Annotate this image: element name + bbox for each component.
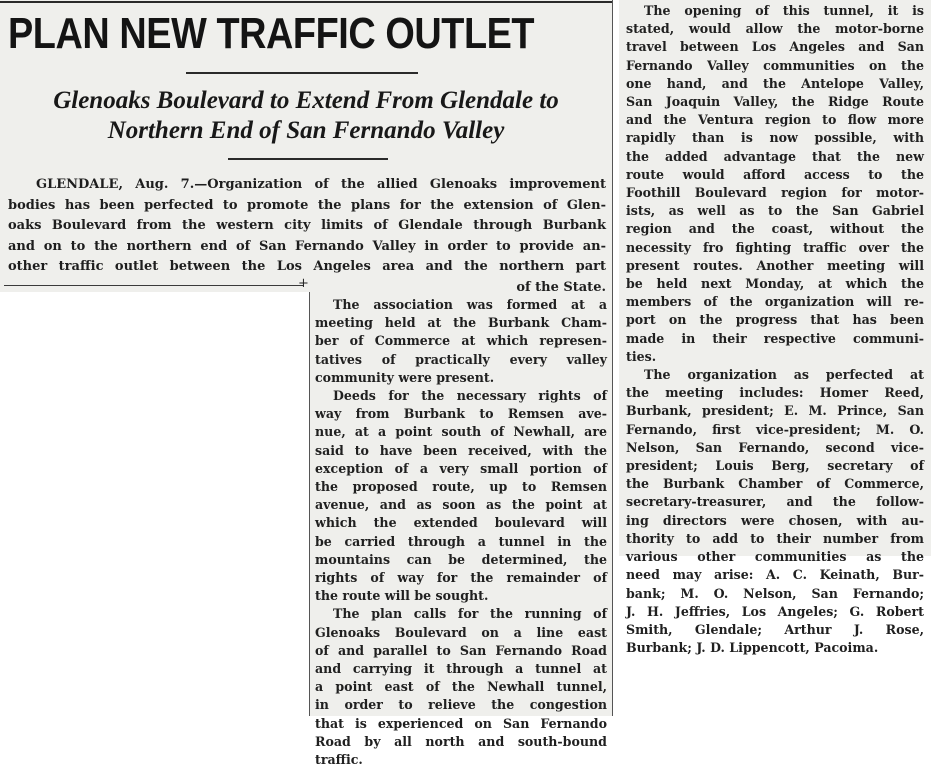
text-line: stated, would allow the motor-borne xyxy=(626,21,924,37)
text-line: in order to relieve the congestion xyxy=(315,697,607,713)
text-line: San Joaquin Valley, the Ridge Route xyxy=(626,94,924,110)
column-divider-right xyxy=(612,0,613,716)
subhead-divider xyxy=(228,158,388,160)
lead-line: GLENDALE, Aug. 7.—Organization of the allied Glenoaks improvement xyxy=(36,177,607,192)
text-line: region and the coast, without the xyxy=(626,221,924,237)
lead-line: bodies has been perfected to promote the plans for the extension of Glen- xyxy=(8,197,606,213)
text-line: route would afford access to the xyxy=(626,166,924,182)
lead-paragraph xyxy=(8,175,606,292)
lead-line: oaks Boulevard from the western city limits of Glendale through Burbank xyxy=(8,218,606,233)
text-line: be held next Monday, at which the xyxy=(626,276,924,292)
rule-ornament: + xyxy=(298,276,309,291)
right-column xyxy=(626,2,924,657)
text-line: nue, at a point south of Newhall, are xyxy=(315,424,607,440)
text-line: thority to add to their number from xyxy=(626,530,924,546)
subheadline xyxy=(0,86,612,146)
text-line: ber of Commerce at which represen- xyxy=(315,333,607,349)
text-line: be carried through a tunnel in the xyxy=(315,533,607,549)
text-line: ties. xyxy=(626,348,657,364)
text-line: of and parallel to San Fernando Road xyxy=(315,642,607,658)
text-line: Road by all north and south-bound xyxy=(315,733,607,749)
text-line: ing directors were chosen, with au- xyxy=(626,512,924,528)
lead-line: of the State. xyxy=(516,279,606,292)
headline-divider xyxy=(186,72,418,74)
text-line: the Burbank Chamber of Commerce, xyxy=(626,476,924,492)
text-line: that is experienced on San Fernando xyxy=(315,715,607,731)
text-line: Burbank, president; E. M. Prince, San xyxy=(626,403,924,419)
text-line: way from Burbank to Remsen ave- xyxy=(315,406,607,422)
lead-bottom-rule xyxy=(4,285,304,286)
text-line: and the Ventura region to flow more xyxy=(626,112,924,128)
text-line: community were present. xyxy=(315,369,495,385)
text-line: Foothill Boulevard region for motor- xyxy=(626,185,924,201)
text-line: meeting held at the Burbank Cham- xyxy=(315,315,607,331)
text-line: travel between Los Angeles and San xyxy=(626,39,924,55)
text-line: tatives of practically every valley xyxy=(315,351,607,367)
text-line: president; Louis Berg, secretary of xyxy=(626,458,924,474)
text-line: various other communities as the xyxy=(626,549,924,565)
text-line: present routes. Another meeting will xyxy=(626,257,924,273)
text-line: rapidly than is now possible, with xyxy=(626,130,924,146)
text-line: The association was formed at a xyxy=(333,297,607,312)
text-line: bank; M. O. Nelson, San Fernando; xyxy=(626,585,924,601)
text-line: The opening of this tunnel, it is xyxy=(644,3,924,18)
text-line: Nelson, San Fernando, second vice- xyxy=(626,439,924,455)
text-line: Glenoaks Boulevard on a line east xyxy=(315,624,607,640)
text-line: The plan calls for the running of xyxy=(333,606,607,622)
column-divider-left xyxy=(309,292,310,716)
text-line: one hand, and the Antelope Valley, xyxy=(626,75,924,91)
text-line: made in their respective communi- xyxy=(626,330,924,346)
text-line: exception of a very small portion of xyxy=(315,460,607,476)
middle-column xyxy=(315,296,607,769)
text-line: the meeting includes: Homer Reed, xyxy=(626,385,924,401)
text-line: said to have been received, with the xyxy=(315,442,607,458)
text-line: The organization as perfected at xyxy=(644,367,924,383)
headline-clip xyxy=(0,0,612,292)
text-line: which the extended boulevard will xyxy=(315,515,607,531)
text-line: necessity fro fighting traffic over the xyxy=(626,239,924,255)
text-line: members of the organization will re- xyxy=(626,294,924,310)
headline: PLAN NEW TRAFFIC OUTLET xyxy=(8,9,535,58)
text-line: avenue, and as soon as the point at xyxy=(315,497,607,513)
text-line: port on the progress that has been xyxy=(626,312,924,328)
text-line: rights of way for the remainder of xyxy=(315,570,607,586)
text-line: mountains can be determined, the xyxy=(315,551,607,567)
text-line: Fernando Valley communities on the xyxy=(626,57,924,73)
text-line: the proposed route, up to Remsen xyxy=(315,479,607,495)
text-line: need may arise: A. C. Keinath, Bur- xyxy=(626,567,924,583)
lead-line: other traffic outlet between the Los Angeles area and the northern part xyxy=(8,259,606,274)
text-line: the added advantage that the new xyxy=(626,148,924,164)
text-line: traffic. xyxy=(315,752,363,768)
text-line: secretary-treasurer, and the follow- xyxy=(626,494,924,510)
text-line: Fernando, first vice-president; M. O. xyxy=(626,421,924,437)
lead-line: and on to the northern end of San Fernando Valley in order to provide an- xyxy=(8,238,606,254)
text-line: J. H. Jeffries, Los Angeles; G. Robert xyxy=(626,603,924,619)
dateline: GLENDALE, Aug. 7. xyxy=(36,177,195,192)
text-line: ists, as well as to the San Gabriel xyxy=(626,203,924,219)
text-line: Burbank; J. D. Lippencott, Pacoima. xyxy=(626,640,879,656)
subheadline-line-1: Glenoaks Boulevard to Extend From Glendale to xyxy=(53,87,559,114)
text-line: a point east of the Newhall tunnel, xyxy=(315,679,607,695)
text-line: Deeds for the necessary rights of xyxy=(333,388,607,404)
text-line: the route will be sought. xyxy=(315,588,489,604)
text-line: and carrying it through a tunnel at xyxy=(315,661,607,677)
text-line: Smith, Glendale; Arthur J. Rose, xyxy=(626,621,924,637)
top-rule xyxy=(0,1,612,3)
subheadline-line-2: Northern End of San Fernando Valley xyxy=(107,117,505,144)
